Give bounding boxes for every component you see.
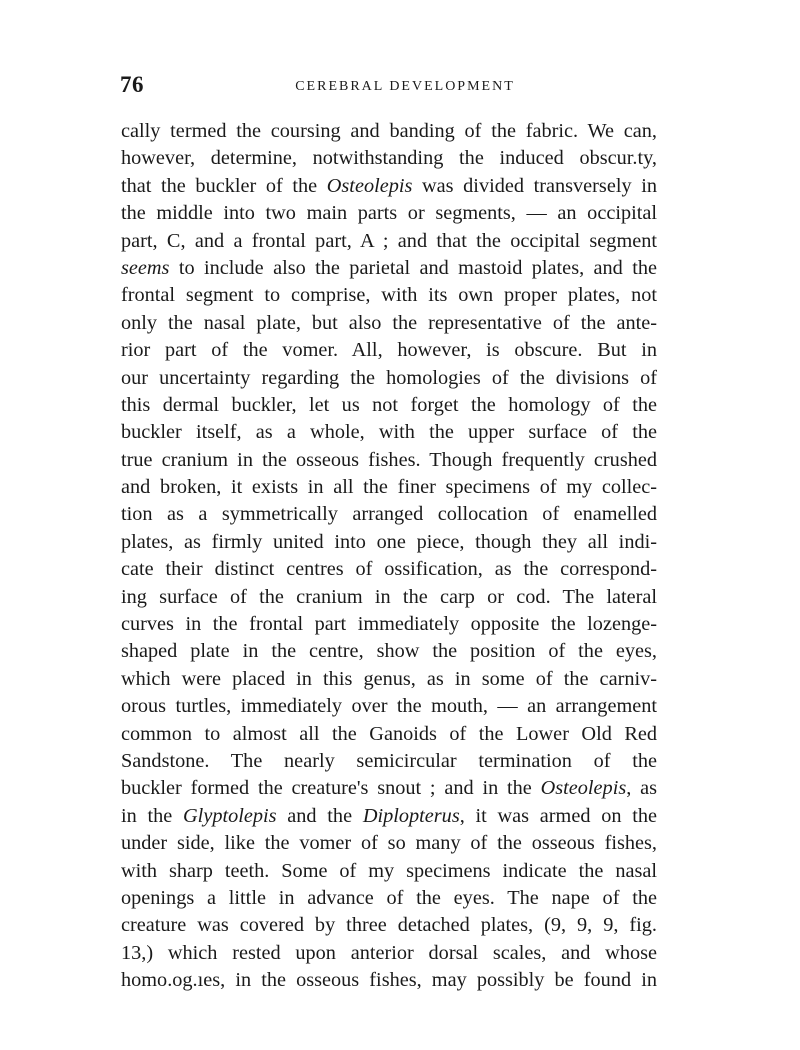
text-run: frontal segment to comprise, with its own proper plates, not: [121, 284, 657, 307]
italic-term: Osteolepis: [326, 174, 413, 197]
text-run: buckler itself, as a whole, with the upper surface of the: [121, 421, 657, 444]
text-run: that the buckler of the: [121, 174, 327, 197]
text-line: [121, 145, 657, 172]
text-run: under side, like the vomer of so many of the osseous fishes,: [121, 832, 657, 855]
text-run: orous turtles, immediately over the mouth, — an arrangement: [121, 695, 657, 718]
text-run: cate their distinct centres of ossification, as the correspond-: [121, 558, 657, 581]
text-run: and broken, it exists in all the finer specimens of my collec-: [121, 476, 657, 499]
text-line: [121, 228, 657, 255]
text-line: [121, 419, 657, 446]
text-run: however, determine, notwithstanding the induced obscur.ty,: [121, 147, 657, 170]
italic-term: Diplopterus: [362, 804, 460, 827]
body-text: [121, 118, 657, 995]
text-run: creature was covered by three detached plates, (9, 9, 9, fig.: [121, 914, 657, 937]
text-line: [121, 748, 657, 775]
text-line: [121, 803, 657, 830]
text-run: , it was armed on the: [459, 804, 657, 827]
text-line: [121, 392, 657, 419]
text-run: this dermal buckler, let us not forget the homology of the: [121, 393, 657, 416]
text-line: [121, 200, 657, 227]
italic-term: Osteolepis: [540, 777, 627, 800]
text-line: [121, 337, 657, 364]
text-run: curves in the frontal part immediately opposite the lozenge-: [121, 613, 657, 636]
text-line: [121, 775, 657, 802]
running-head: CEREBRAL DEVELOPMENT: [295, 79, 515, 94]
text-line: [121, 310, 657, 337]
text-run: part, C, and a frontal part, A ; and that the occipital segment: [121, 229, 657, 252]
text-line: [121, 501, 657, 528]
text-line: [121, 830, 657, 857]
text-run: 13,) which rested upon anterior dorsal scales, and whose: [121, 941, 657, 964]
text-line: [121, 447, 657, 474]
text-run: , as: [626, 777, 657, 800]
text-run: openings a little in advance of the eyes. The nape of the: [121, 886, 657, 909]
text-line: [121, 912, 657, 939]
text-run: cally termed the coursing and banding of the fabric. We can,: [121, 120, 657, 142]
text-line: [121, 967, 657, 994]
text-line: [121, 529, 657, 556]
italic-term: seems: [121, 256, 170, 279]
text-line: [121, 611, 657, 638]
text-run: with sharp teeth. Some of my specimens indicate the nasal: [121, 859, 657, 882]
text-line: [121, 173, 657, 200]
text-run: true cranium in the osseous fishes. Though frequently crushed: [121, 448, 657, 471]
page-header: [120, 72, 660, 102]
italic-term: Glyptolepis: [183, 804, 277, 827]
text-line: [121, 721, 657, 748]
text-run: Sandstone. The nearly semicircular termination of the: [121, 749, 657, 772]
page-number: 76: [120, 72, 144, 97]
text-line: [121, 118, 657, 145]
text-run: in the: [121, 804, 184, 827]
text-line: [121, 365, 657, 392]
text-line: [121, 885, 657, 912]
text-line: [121, 255, 657, 282]
text-run: ing surface of the cranium in the carp or cod. The lateral: [121, 585, 657, 608]
text-line: [121, 666, 657, 693]
text-run: only the nasal plate, but also the representative of the ante-: [121, 311, 657, 334]
text-run: buckler formed the creature's snout ; and in the: [121, 777, 541, 800]
text-run: and the: [276, 804, 363, 827]
text-run: common to almost all the Ganoids of the Lower Old Red: [121, 722, 657, 745]
text-run: the middle into two main parts or segments, — an occipital: [121, 202, 657, 225]
text-line: [121, 858, 657, 885]
text-line: [121, 474, 657, 501]
text-run: was divided transversely in: [412, 174, 657, 197]
text-line: [121, 638, 657, 665]
text-line: [121, 556, 657, 583]
text-run: homo.og.ıes, in the osseous fishes, may possibly be found in: [121, 969, 657, 992]
text-run: our uncertainty regarding the homologies of the divisions of: [121, 366, 657, 389]
text-run: tion as a symmetrically arranged collocation of enamelled: [121, 503, 657, 526]
text-run: which were placed in this genus, as in some of the carniv-: [121, 667, 657, 690]
text-line: [121, 584, 657, 611]
text-run: to include also the parietal and mastoid plates, and the: [169, 256, 657, 279]
text-line: [121, 693, 657, 720]
text-run: shaped plate in the centre, show the position of the eyes,: [121, 640, 657, 663]
text-line: [121, 282, 657, 309]
text-line: [121, 940, 657, 967]
text-run: rior part of the vomer. All, however, is obscure. But in: [121, 339, 657, 362]
text-run: plates, as firmly united into one piece, though they all indi-: [121, 530, 657, 553]
